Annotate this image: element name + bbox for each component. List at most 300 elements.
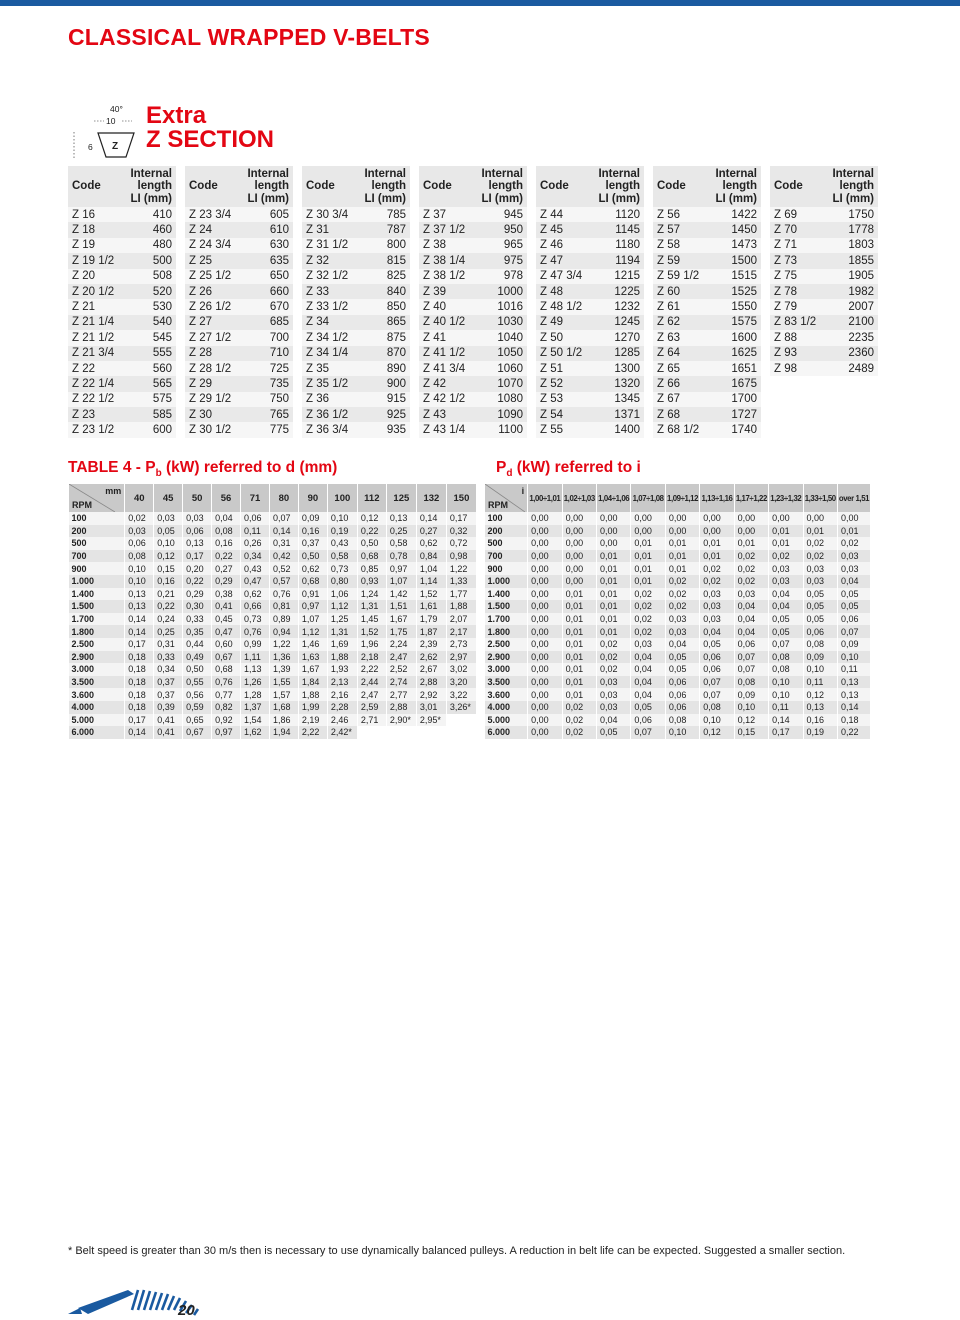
power-value: 0,04 [769, 600, 803, 613]
belt-length: 1050 [476, 346, 532, 361]
power-value: 3,20 [446, 676, 476, 689]
power-value: 2,13 [327, 676, 357, 689]
table-row [485, 550, 871, 563]
power-value: 0,08 [665, 714, 699, 727]
belt-length: 1320 [593, 376, 649, 391]
power-value: 0,01 [596, 588, 630, 601]
power-value: 0,01 [562, 663, 596, 676]
power-value: 0,01 [769, 537, 803, 550]
power-value: 1,96 [357, 638, 386, 651]
power-value: 0,62 [241, 588, 270, 601]
power-value: 2,59 [357, 701, 386, 714]
power-value: 0,59 [183, 701, 212, 714]
table-row [485, 688, 871, 701]
table-row [69, 550, 477, 563]
rpm-value: 200 [69, 525, 125, 538]
belt-length: 1740 [710, 422, 766, 437]
belt-length: 850 [359, 299, 415, 314]
belt-length: 1270 [593, 330, 649, 345]
power-value: 0,49 [183, 651, 212, 664]
power-value: 0,08 [212, 525, 241, 538]
belt-code: Z 40 [415, 299, 477, 314]
belt-length: 635 [242, 253, 298, 268]
rpm-value: 700 [485, 550, 528, 563]
power-value: 0,03 [803, 562, 837, 575]
power-value: 0,00 [528, 688, 562, 701]
rpm-value: 6.000 [69, 726, 125, 739]
power-value: 0,00 [528, 714, 562, 727]
power-value: 0,02 [769, 550, 803, 563]
belt-length: 1982 [827, 284, 883, 299]
belt-length: 1080 [476, 392, 532, 407]
power-value: 1,86 [269, 714, 298, 727]
power-value: 0,02 [700, 562, 734, 575]
power-value: 1,93 [327, 663, 357, 676]
power-value: 0,00 [734, 525, 768, 538]
power-value: 0,04 [734, 613, 768, 626]
header-code: Code [649, 166, 711, 207]
power-value: 0,01 [562, 613, 596, 626]
power-value: 2,73 [446, 638, 476, 651]
power-value: 0,25 [154, 625, 183, 638]
header-internal-length [476, 166, 532, 207]
belt-code: Z 66 [649, 376, 711, 391]
belt-length: 825 [359, 269, 415, 284]
rpm-value: 4.000 [69, 701, 125, 714]
power-value: 0,13 [386, 512, 416, 525]
power-value: 0,04 [631, 651, 665, 664]
table-row [68, 299, 883, 314]
section-title-line2: Z SECTION [146, 126, 275, 153]
belt-length: 750 [242, 392, 298, 407]
belt-length: 1473 [710, 238, 766, 253]
power-value: 0,93 [357, 575, 386, 588]
power-value: 0,15 [154, 562, 183, 575]
belt-code: Z 21 3/4 [68, 346, 125, 361]
power-value: 0,06 [837, 613, 870, 626]
power-value: 0,05 [803, 613, 837, 626]
power-value: 0,50 [298, 550, 327, 563]
power-value: 0,06 [125, 537, 154, 550]
power-value: 0,00 [528, 726, 562, 739]
belt-code: Z 48 1/2 [532, 299, 594, 314]
table-row [485, 663, 871, 676]
power-value: 1,77 [446, 588, 476, 601]
power-value: 1,88 [298, 688, 327, 701]
table-row [485, 562, 871, 575]
table-row [68, 376, 883, 391]
header-length-line: length [254, 180, 289, 193]
belt-code: Z 52 [532, 376, 594, 391]
profile-label: Z [112, 141, 119, 152]
belt-length: 775 [242, 422, 298, 437]
belt-code: Z 79 [766, 299, 828, 314]
power-value: 2,18 [357, 651, 386, 664]
belt-code: Z 16 [68, 207, 125, 222]
power-value: 0,76 [269, 588, 298, 601]
power-value: 1,57 [269, 688, 298, 701]
power-value: 0,62 [298, 562, 327, 575]
rpm-value: 2.900 [485, 651, 528, 664]
belt-code: Z 18 [68, 222, 125, 237]
power-value: 2,67 [416, 663, 446, 676]
empty-cell [827, 392, 883, 407]
table-row [68, 253, 883, 268]
power-value: 2,46 [327, 714, 357, 727]
rpm-value: 1.500 [485, 600, 528, 613]
power-value: 0,01 [562, 588, 596, 601]
belt-code: Z 30 1/2 [181, 422, 243, 437]
rpm-value: 3.500 [69, 676, 125, 689]
table-row [485, 651, 871, 664]
power-value: 0,01 [631, 550, 665, 563]
empty-cell [827, 376, 883, 391]
power-value: 0,17 [183, 550, 212, 563]
power-value: 1,04 [416, 562, 446, 575]
power-value: 0,02 [562, 714, 596, 727]
power-value: 0,60 [212, 638, 241, 651]
table-row [485, 701, 871, 714]
power-value: 0,50 [183, 663, 212, 676]
table-row [68, 422, 883, 437]
power-value: 0,10 [154, 537, 183, 550]
belt-code: Z 67 [649, 392, 711, 407]
power-value: 0,00 [700, 512, 734, 525]
power-value: 0,08 [734, 676, 768, 689]
header-length-line: Internal [130, 167, 172, 180]
power-value: 0,29 [183, 588, 212, 601]
belt-length: 1180 [593, 238, 649, 253]
belt-code: Z 22 [68, 361, 125, 376]
belt-length: 945 [476, 207, 532, 222]
table-row [485, 613, 871, 626]
header-length-line: length [371, 180, 406, 193]
rpm-value: 3.000 [485, 663, 528, 676]
table-row [485, 525, 871, 538]
power-value: 1,69 [327, 638, 357, 651]
power-value: 0,02 [631, 613, 665, 626]
belt-code: Z 43 [415, 407, 477, 422]
belt-code: Z 93 [766, 346, 828, 361]
rpm-value: 1.500 [69, 600, 125, 613]
belt-length: 1600 [710, 330, 766, 345]
belt-length: 785 [359, 207, 415, 222]
power-value: 0,18 [125, 676, 154, 689]
belt-code: Z 73 [766, 253, 828, 268]
power-value: 0,85 [357, 562, 386, 575]
power-value: 0,03 [154, 512, 183, 525]
power-value: 0,12 [734, 714, 768, 727]
power-value: 0,72 [446, 537, 476, 550]
power-value: 0,22 [154, 600, 183, 613]
power-value: 2,95* [416, 714, 446, 727]
power-value: 0,01 [596, 625, 630, 638]
power-value: 0,62 [416, 537, 446, 550]
belt-code: Z 27 [181, 315, 243, 330]
belt-length: 1905 [827, 269, 883, 284]
power-value: 0,22 [183, 575, 212, 588]
power-value: 0,10 [803, 663, 837, 676]
power-value: 0,12 [154, 550, 183, 563]
belt-length: 1515 [710, 269, 766, 284]
power-value: 0,03 [769, 575, 803, 588]
power-value: 0,10 [769, 688, 803, 701]
belt-length: 520 [125, 284, 181, 299]
header-internal-length [593, 166, 649, 207]
power-value: 0,18 [125, 651, 154, 664]
belt-lengths-table [68, 166, 887, 438]
belt-length: 815 [359, 253, 415, 268]
belt-length: 610 [242, 222, 298, 237]
belt-length: 935 [359, 422, 415, 437]
table-row [68, 269, 883, 284]
belt-length: 1345 [593, 392, 649, 407]
power-value [357, 726, 386, 739]
power-value: 0,01 [631, 575, 665, 588]
power-value [446, 714, 476, 727]
belt-code: Z 31 [298, 222, 360, 237]
belt-code: Z 61 [649, 299, 711, 314]
power-value: 1,11 [241, 651, 270, 664]
belt-length: 950 [476, 222, 532, 237]
power-value: 0,00 [665, 512, 699, 525]
power-value: 0,30 [183, 600, 212, 613]
power-value: 0,00 [528, 638, 562, 651]
power-value: 1,25 [327, 613, 357, 626]
belt-length: 1090 [476, 407, 532, 422]
power-value: 0,03 [803, 575, 837, 588]
header-internal-length [710, 166, 766, 207]
power-value: 0,13 [183, 537, 212, 550]
power-value: 0,68 [212, 663, 241, 676]
power-value: 0,02 [734, 562, 768, 575]
belt-code: Z 41 3/4 [415, 361, 477, 376]
top-accent-bar [0, 0, 960, 6]
power-value: 0,31 [269, 537, 298, 550]
power-value: 1,31 [357, 600, 386, 613]
power-value: 0,38 [212, 588, 241, 601]
table-row [69, 651, 477, 664]
power-value: 0,07 [837, 625, 870, 638]
table-row [69, 537, 477, 550]
belt-length: 670 [242, 299, 298, 314]
column-header: 80 [269, 484, 298, 512]
power-value: 0,02 [837, 537, 870, 550]
belt-code: Z 53 [532, 392, 594, 407]
power-value: 2,28 [327, 701, 357, 714]
power-value: 0,04 [631, 688, 665, 701]
power-value: 1,54 [241, 714, 270, 727]
rpm-value: 1.700 [69, 613, 125, 626]
power-value: 0,02 [803, 537, 837, 550]
power-value: 0,05 [631, 701, 665, 714]
belt-code: Z 32 [298, 253, 360, 268]
header-code: Code [181, 166, 243, 207]
power-value: 2,74 [386, 676, 416, 689]
belt-code: Z 38 [415, 238, 477, 253]
belt-code: Z 34 [298, 315, 360, 330]
power-value: 0,03 [596, 688, 630, 701]
power-value: 2,47 [386, 651, 416, 664]
power-value [386, 726, 416, 739]
power-value: 0,27 [212, 562, 241, 575]
rpm-value: 900 [69, 562, 125, 575]
power-value: 0,82 [212, 701, 241, 714]
power-value: 0,56 [183, 688, 212, 701]
belt-length: 890 [359, 361, 415, 376]
power-value: 2,97 [446, 651, 476, 664]
power-value: 0,00 [596, 537, 630, 550]
belt-length: 2100 [827, 315, 883, 330]
power-value: 0,02 [596, 651, 630, 664]
power-value: 1,46 [298, 638, 327, 651]
rpm-value: 500 [485, 537, 528, 550]
belt-length: 1285 [593, 346, 649, 361]
power-value: 0,08 [769, 651, 803, 664]
table-row [68, 407, 883, 422]
belt-code: Z 70 [766, 222, 828, 237]
power-value: 0,25 [386, 525, 416, 538]
belt-code: Z 64 [649, 346, 711, 361]
power-value: 0,00 [803, 512, 837, 525]
belt-length: 1575 [710, 315, 766, 330]
belt-code: Z 19 [68, 238, 125, 253]
belt-length: 1778 [827, 222, 883, 237]
power-value: 0,09 [298, 512, 327, 525]
table-row [68, 222, 883, 237]
power-value: 0,01 [631, 562, 665, 575]
power-value: 0,57 [269, 575, 298, 588]
power-value: 0,34 [241, 550, 270, 563]
power-value: 0,02 [665, 600, 699, 613]
rpm-value: 1.700 [485, 613, 528, 626]
table-row [69, 676, 477, 689]
column-header: 112 [357, 484, 386, 512]
belt-code: Z 21 1/4 [68, 315, 125, 330]
power-value: 0,10 [734, 701, 768, 714]
table-row [485, 588, 871, 601]
belt-length: 585 [125, 407, 181, 422]
power-value: 1,67 [298, 663, 327, 676]
table-row [69, 663, 477, 676]
table-row [485, 575, 871, 588]
power-value: 0,81 [269, 600, 298, 613]
power-value: 0,01 [596, 575, 630, 588]
power-value: 0,16 [212, 537, 241, 550]
belt-code: Z 38 1/4 [415, 253, 477, 268]
belt-length: 978 [476, 269, 532, 284]
belt-length: 1803 [827, 238, 883, 253]
header-code: Code [532, 166, 594, 207]
belt-code: Z 75 [766, 269, 828, 284]
power-value [446, 726, 476, 739]
power-value: 0,97 [298, 600, 327, 613]
belt-length: 1371 [593, 407, 649, 422]
belt-code: Z 57 [649, 222, 711, 237]
power-value: 0,17 [769, 726, 803, 739]
power-value: 0,10 [665, 726, 699, 739]
belt-code: Z 29 1/2 [181, 392, 243, 407]
footnote: * Belt speed is greater than 30 m/s then is necessary to use dynamically balanced pulleys. A reduction in belt life can be expected. Suggested a smaller section. [68, 1245, 846, 1257]
power-value: 0,02 [562, 701, 596, 714]
power-value: 0,26 [241, 537, 270, 550]
belt-code: Z 59 1/2 [649, 269, 711, 284]
power-value: 0,00 [528, 537, 562, 550]
power-value: 0,08 [803, 638, 837, 651]
belt-length: 1550 [710, 299, 766, 314]
belt-code: Z 48 [532, 284, 594, 299]
header-length-line: LI (mm) [715, 192, 757, 205]
power-value: 0,08 [125, 550, 154, 563]
belt-code: Z 29 [181, 376, 243, 391]
header-length-line: length [722, 180, 757, 193]
power-value: 0,13 [125, 588, 154, 601]
belt-length: 1400 [593, 422, 649, 437]
power-value: 0,01 [596, 613, 630, 626]
header-internal-length [242, 166, 298, 207]
belt-length: 555 [125, 346, 181, 361]
power-value: 0,00 [562, 537, 596, 550]
table-row [68, 330, 883, 345]
power-value: 0,10 [327, 512, 357, 525]
power-value: 0,05 [769, 613, 803, 626]
header-length-line: LI (mm) [364, 192, 406, 205]
power-value: 0,17 [125, 714, 154, 727]
power-value: 0,20 [183, 562, 212, 575]
belt-length: 2007 [827, 299, 883, 314]
belt-length: 2360 [827, 346, 883, 361]
power-value: 0,06 [665, 676, 699, 689]
belt-length: 1030 [476, 315, 532, 330]
power-value: 0,00 [596, 512, 630, 525]
power-value: 1,07 [386, 575, 416, 588]
belt-length: 560 [125, 361, 181, 376]
power-value: 0,07 [769, 638, 803, 651]
power-value: 0,18 [125, 663, 154, 676]
belt-code: Z 47 3/4 [532, 269, 594, 284]
header-length-line: length [137, 180, 172, 193]
belt-code: Z 68 [649, 407, 711, 422]
table-row [485, 512, 871, 525]
belt-code: Z 36 1/2 [298, 407, 360, 422]
header-length-line: length [488, 180, 523, 193]
table-row [69, 638, 477, 651]
power-value: 0,00 [562, 525, 596, 538]
power-value: 0,08 [769, 663, 803, 676]
belt-code: Z 49 [532, 315, 594, 330]
power-value: 2,22 [298, 726, 327, 739]
power-value: 0,06 [241, 512, 270, 525]
power-value: 0,14 [125, 625, 154, 638]
belt-length: 1300 [593, 361, 649, 376]
table-row [69, 562, 477, 575]
power-value: 0,00 [528, 663, 562, 676]
table-row [69, 625, 477, 638]
power-value: 0,04 [665, 638, 699, 651]
power-value: 0,04 [212, 512, 241, 525]
belt-code: Z 51 [532, 361, 594, 376]
column-header: 1,17÷1,22 [734, 484, 768, 512]
power-value: 0,03 [665, 625, 699, 638]
belt-length: 735 [242, 376, 298, 391]
power-value: 0,41 [154, 714, 183, 727]
column-header: 45 [154, 484, 183, 512]
power-value: 2,62 [416, 651, 446, 664]
belt-code: Z 23 1/2 [68, 422, 125, 437]
power-value: 0,05 [837, 600, 870, 613]
header-internal-length [125, 166, 181, 207]
power-value: 0,12 [803, 688, 837, 701]
